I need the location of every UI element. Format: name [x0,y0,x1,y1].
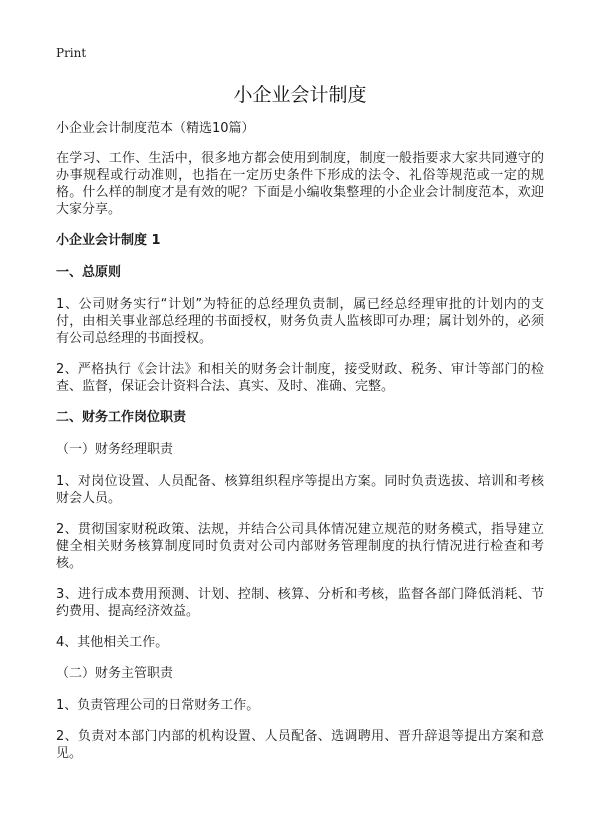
finance-manager-duty-2: 2、贯彻国家财税政策、法规，并结合公司具体情况建立规范的财务模式，指导建立健全相关财务核算制度同时负责对公司内部财务管理制度的执行情况进行检查和考核。 [56,522,544,571]
subheading-finance-manager: （一）财务经理职责 [56,442,174,457]
section-heading: 小企业会计制度 1 [56,233,161,248]
print-label: Print [56,46,87,60]
finance-supervisor-duty-1: 1、负责管理公司的日常财务工作。 [56,698,260,713]
finance-supervisor-duty-2: 2、负责对本部门内部的机构设置、人员配备、选调聘用、晋升辞退等提出方案和意见。 [56,729,544,761]
general-principle-item-1: 1、公司财务实行“计划”为特征的总经理负责制，属已经总经理审批的计划内的支付，由相关事业部总经理的书面授权，财务负责人监核即可办理；属计划外的，必须有公司总经理的书面授权。 [56,297,544,346]
finance-manager-duty-4: 4、其他相关工作。 [56,635,169,650]
subheading-finance-supervisor: （二）财务主管职责 [56,666,174,681]
intro-paragraph: 在学习、工作、生活中，很多地方都会使用到制度，制度一般指要求大家共同遵守的办事规程或行动准则，也指在一定历史条件下形成的法令、礼俗等规范或一定的规格。什么样的制度才是有效的呢？下面是小编收集整理的小企业会计制度范本，欢迎大家分享。 [56,151,544,217]
document-subtitle: 小企业会计制度范本（精选10篇） [56,121,255,136]
document-title: 小企业会计制度 [233,84,367,106]
finance-manager-duty-1: 1、对岗位设置、人员配备、核算组织程序等提出方案。同时负责选拔、培训和考核财会人员。 [56,474,544,506]
part-heading-general-principles: 一、总原则 [56,265,122,280]
general-principle-item-2: 2、严格执行《会计法》和相关的财务会计制度，接受财政、税务、审计等部门的检查、监督，保证会计资料合法、真实、及时、准确、完整。 [56,362,544,394]
finance-manager-duty-3: 3、进行成本费用预测、计划、控制、核算、分析和考核，监督各部门降低消耗、节约费用、提高经济效益。 [56,587,544,619]
part-heading-job-duties: 二、财务工作岗位职责 [56,410,187,425]
document-body [56,120,544,776]
